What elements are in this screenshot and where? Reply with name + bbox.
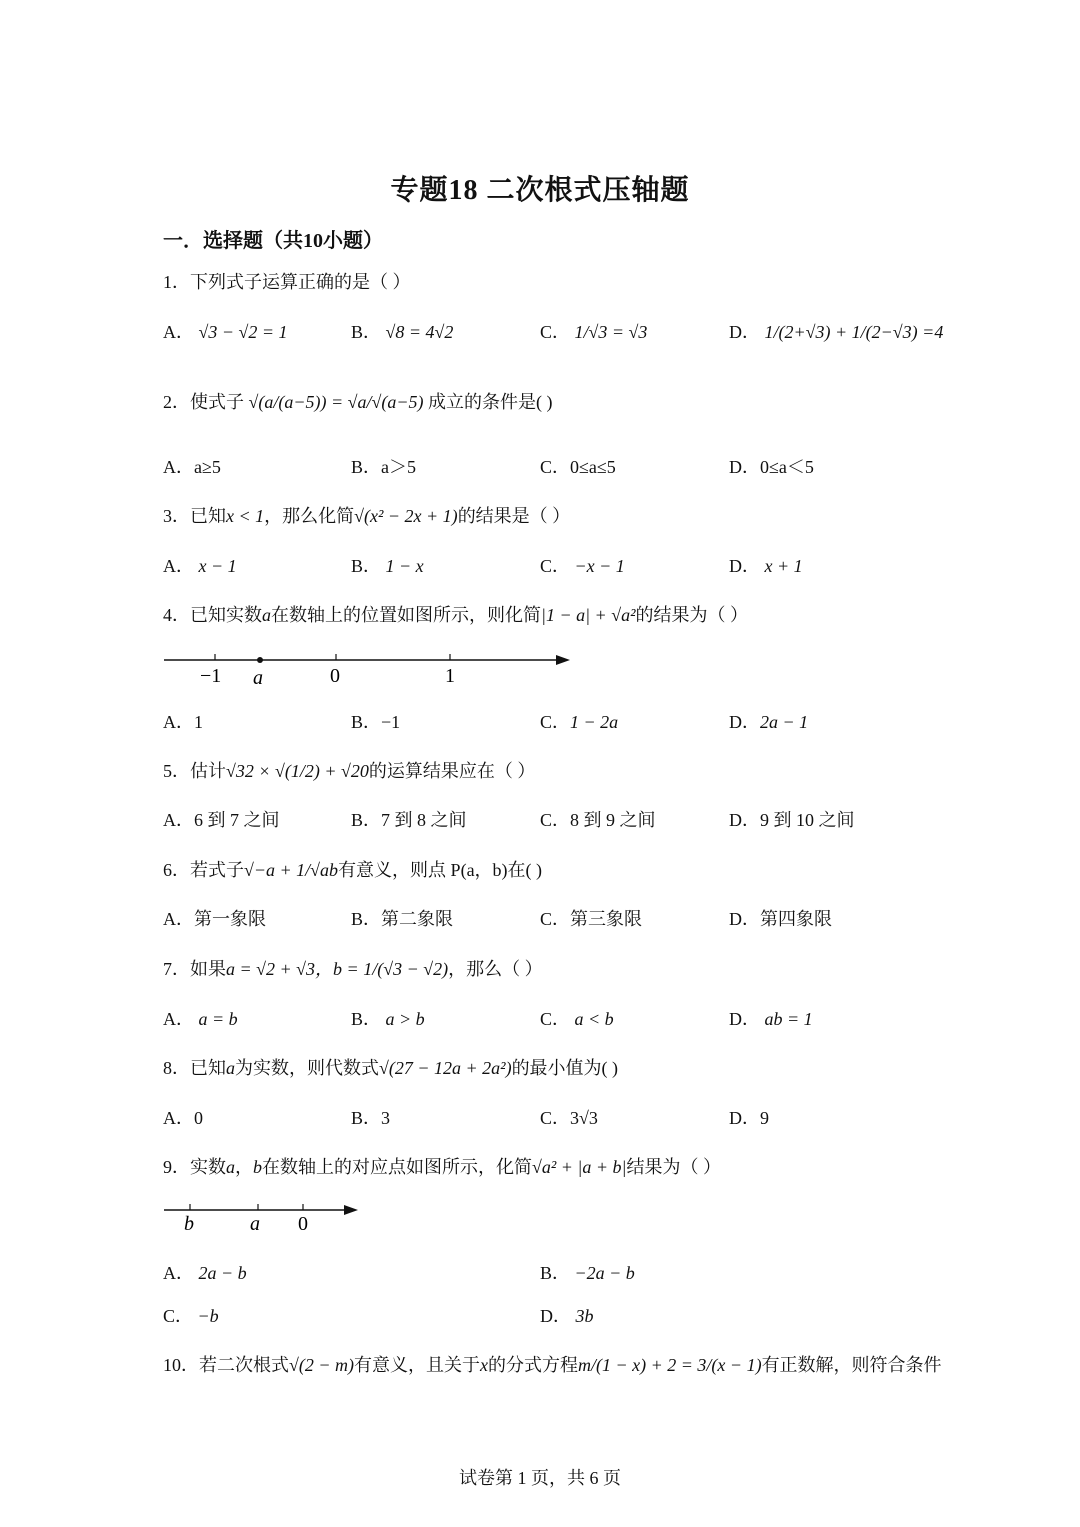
q8-formula: √(27 − 12a + 2a²) [379, 1058, 512, 1078]
q7-option-c: C． a < b [540, 1009, 614, 1029]
q4-label-a: a [253, 667, 263, 689]
q5-option-a: A．6 到 7 之间 [163, 810, 280, 830]
q3-option-b: B． 1 − x [351, 556, 424, 576]
q4-option-a: A．1 [163, 712, 203, 732]
page-footer: 试卷第 1 页，共 6 页 [459, 1468, 621, 1488]
page-title: 专题18 二次根式压轴题 [390, 175, 690, 206]
question-6: 6．若式子√−a + 1/√ab有意义，则点 P(a，b)在( ) [163, 860, 543, 880]
question-4: 4．已知实数a在数轴上的位置如图所示，则化简|1 − a| + √a²的结果为（ ） [163, 605, 748, 625]
question-8: 8．已知a为实数，则代数式√(27 − 12a + 2a²)的最小值为( ) [163, 1058, 619, 1078]
q7-option-b: B． a > b [351, 1009, 425, 1029]
q4-option-d: D．2a − 1 [729, 712, 809, 732]
q5-option-b: B．7 到 8 之间 [351, 810, 467, 830]
q2-formula: √(a/(a−5)) = √a/√(a−5) [248, 392, 424, 412]
q3-option-a: A． x − 1 [163, 556, 237, 576]
q5-option-c: C．8 到 9 之间 [540, 810, 656, 830]
q8-option-b: B．3 [351, 1108, 391, 1128]
q7-option-a: A． a = b [163, 1009, 238, 1029]
q9-option-b: B． −2a − b [540, 1263, 635, 1283]
question-7: 7．如果a = √2 + √3，b = 1/(√3 − √2)，那么（ ） [163, 959, 543, 979]
q3-option-c: C． −x − 1 [540, 556, 625, 576]
section-heading: 一．选择题（共10小题） [163, 230, 383, 252]
q9-option-d: D． 3b [540, 1306, 594, 1326]
q9-label-0: 0 [298, 1213, 308, 1235]
q9-option-a: A． 2a − b [163, 1263, 247, 1283]
question-5: 5．估计√32 × √(1/2) + √20的运算结果应在（ ） [163, 761, 536, 781]
q6-option-b: B．第二象限 [351, 909, 454, 929]
q1-option-b: B． √8 = 4√2 [351, 322, 454, 342]
q3-formula: √(x² − 2x + 1) [354, 506, 458, 526]
q4-option-b: B．−1 [351, 712, 401, 732]
q6-option-a: A．第一象限 [163, 909, 266, 929]
question-3: 3．已知x < 1，那么化简√(x² − 2x + 1)的结果是（ ） [163, 506, 571, 526]
q4-formula: |1 − a| + √a² [541, 605, 636, 625]
q4-option-c: C．1 − 2a [540, 712, 619, 732]
q7-option-d: D． ab = 1 [729, 1009, 813, 1029]
q2-option-c: C．0≤a≤5 [540, 457, 616, 477]
q9-label-b: b [184, 1213, 194, 1235]
q1-option-a: A． √3 − √2 = 1 [163, 322, 288, 342]
q10-formula-1: √(2 − m) [289, 1355, 355, 1375]
question-2: 2．使式子 √(a/(a−5)) = √a/√(a−5) 成立的条件是( ) [163, 392, 553, 412]
q4-label-neg1: −1 [200, 665, 222, 687]
q7-formula: a = √2 + √3，b = 1/(√3 − √2) [226, 959, 449, 979]
q4-axis-arrow [556, 655, 570, 665]
q6-formula: √−a + 1/√ab [244, 860, 339, 880]
question-1: 1．下列式子运算正确的是（ ） [163, 272, 411, 292]
q3-option-d: D． x + 1 [729, 556, 803, 576]
q1-option-c: C． 1/√3 = √3 [540, 322, 648, 342]
q8-option-c: C．3√3 [540, 1108, 598, 1128]
q8-option-d: D．9 [729, 1108, 769, 1128]
q1-option-d: D． 1/(2+√3) + 1/(2−√3) =4 [729, 322, 944, 342]
q4-label-1: 1 [445, 665, 455, 687]
q2-option-a: A．a≥5 [163, 457, 221, 477]
q9-label-a: a [250, 1213, 260, 1235]
q2-option-b: B．a＞5 [351, 457, 417, 477]
q2-option-d: D．0≤a＜5 [729, 457, 814, 477]
question-9: 9．实数a，b在数轴上的对应点如图所示，化简√a² + |a + b|结果为（ ） [163, 1157, 721, 1177]
q4-label-0: 0 [330, 665, 340, 687]
q6-option-c: C．第三象限 [540, 909, 643, 929]
q9-formula: √a² + |a + b| [532, 1157, 627, 1177]
q9-axis-arrow [344, 1205, 358, 1215]
q9-number-line [160, 1198, 370, 1238]
q10-formula-2: m/(1 − x) + 2 = 3/(x − 1) [578, 1355, 762, 1375]
q8-option-a: A．0 [163, 1108, 203, 1128]
q5-option-d: D．9 到 10 之间 [729, 810, 855, 830]
q6-option-d: D．第四象限 [729, 909, 832, 929]
q5-formula: √32 × √(1/2) + √20 [226, 761, 369, 781]
question-10: 10．若二次根式√(2 − m)有意义，且关于x的分式方程m/(1 − x) + 2 = 3/(x − 1)有正数解，则符合条件 [163, 1355, 942, 1375]
q9-option-c: C． −b [163, 1306, 219, 1326]
q4-point-a [257, 657, 263, 663]
q4-number-line [160, 645, 580, 693]
